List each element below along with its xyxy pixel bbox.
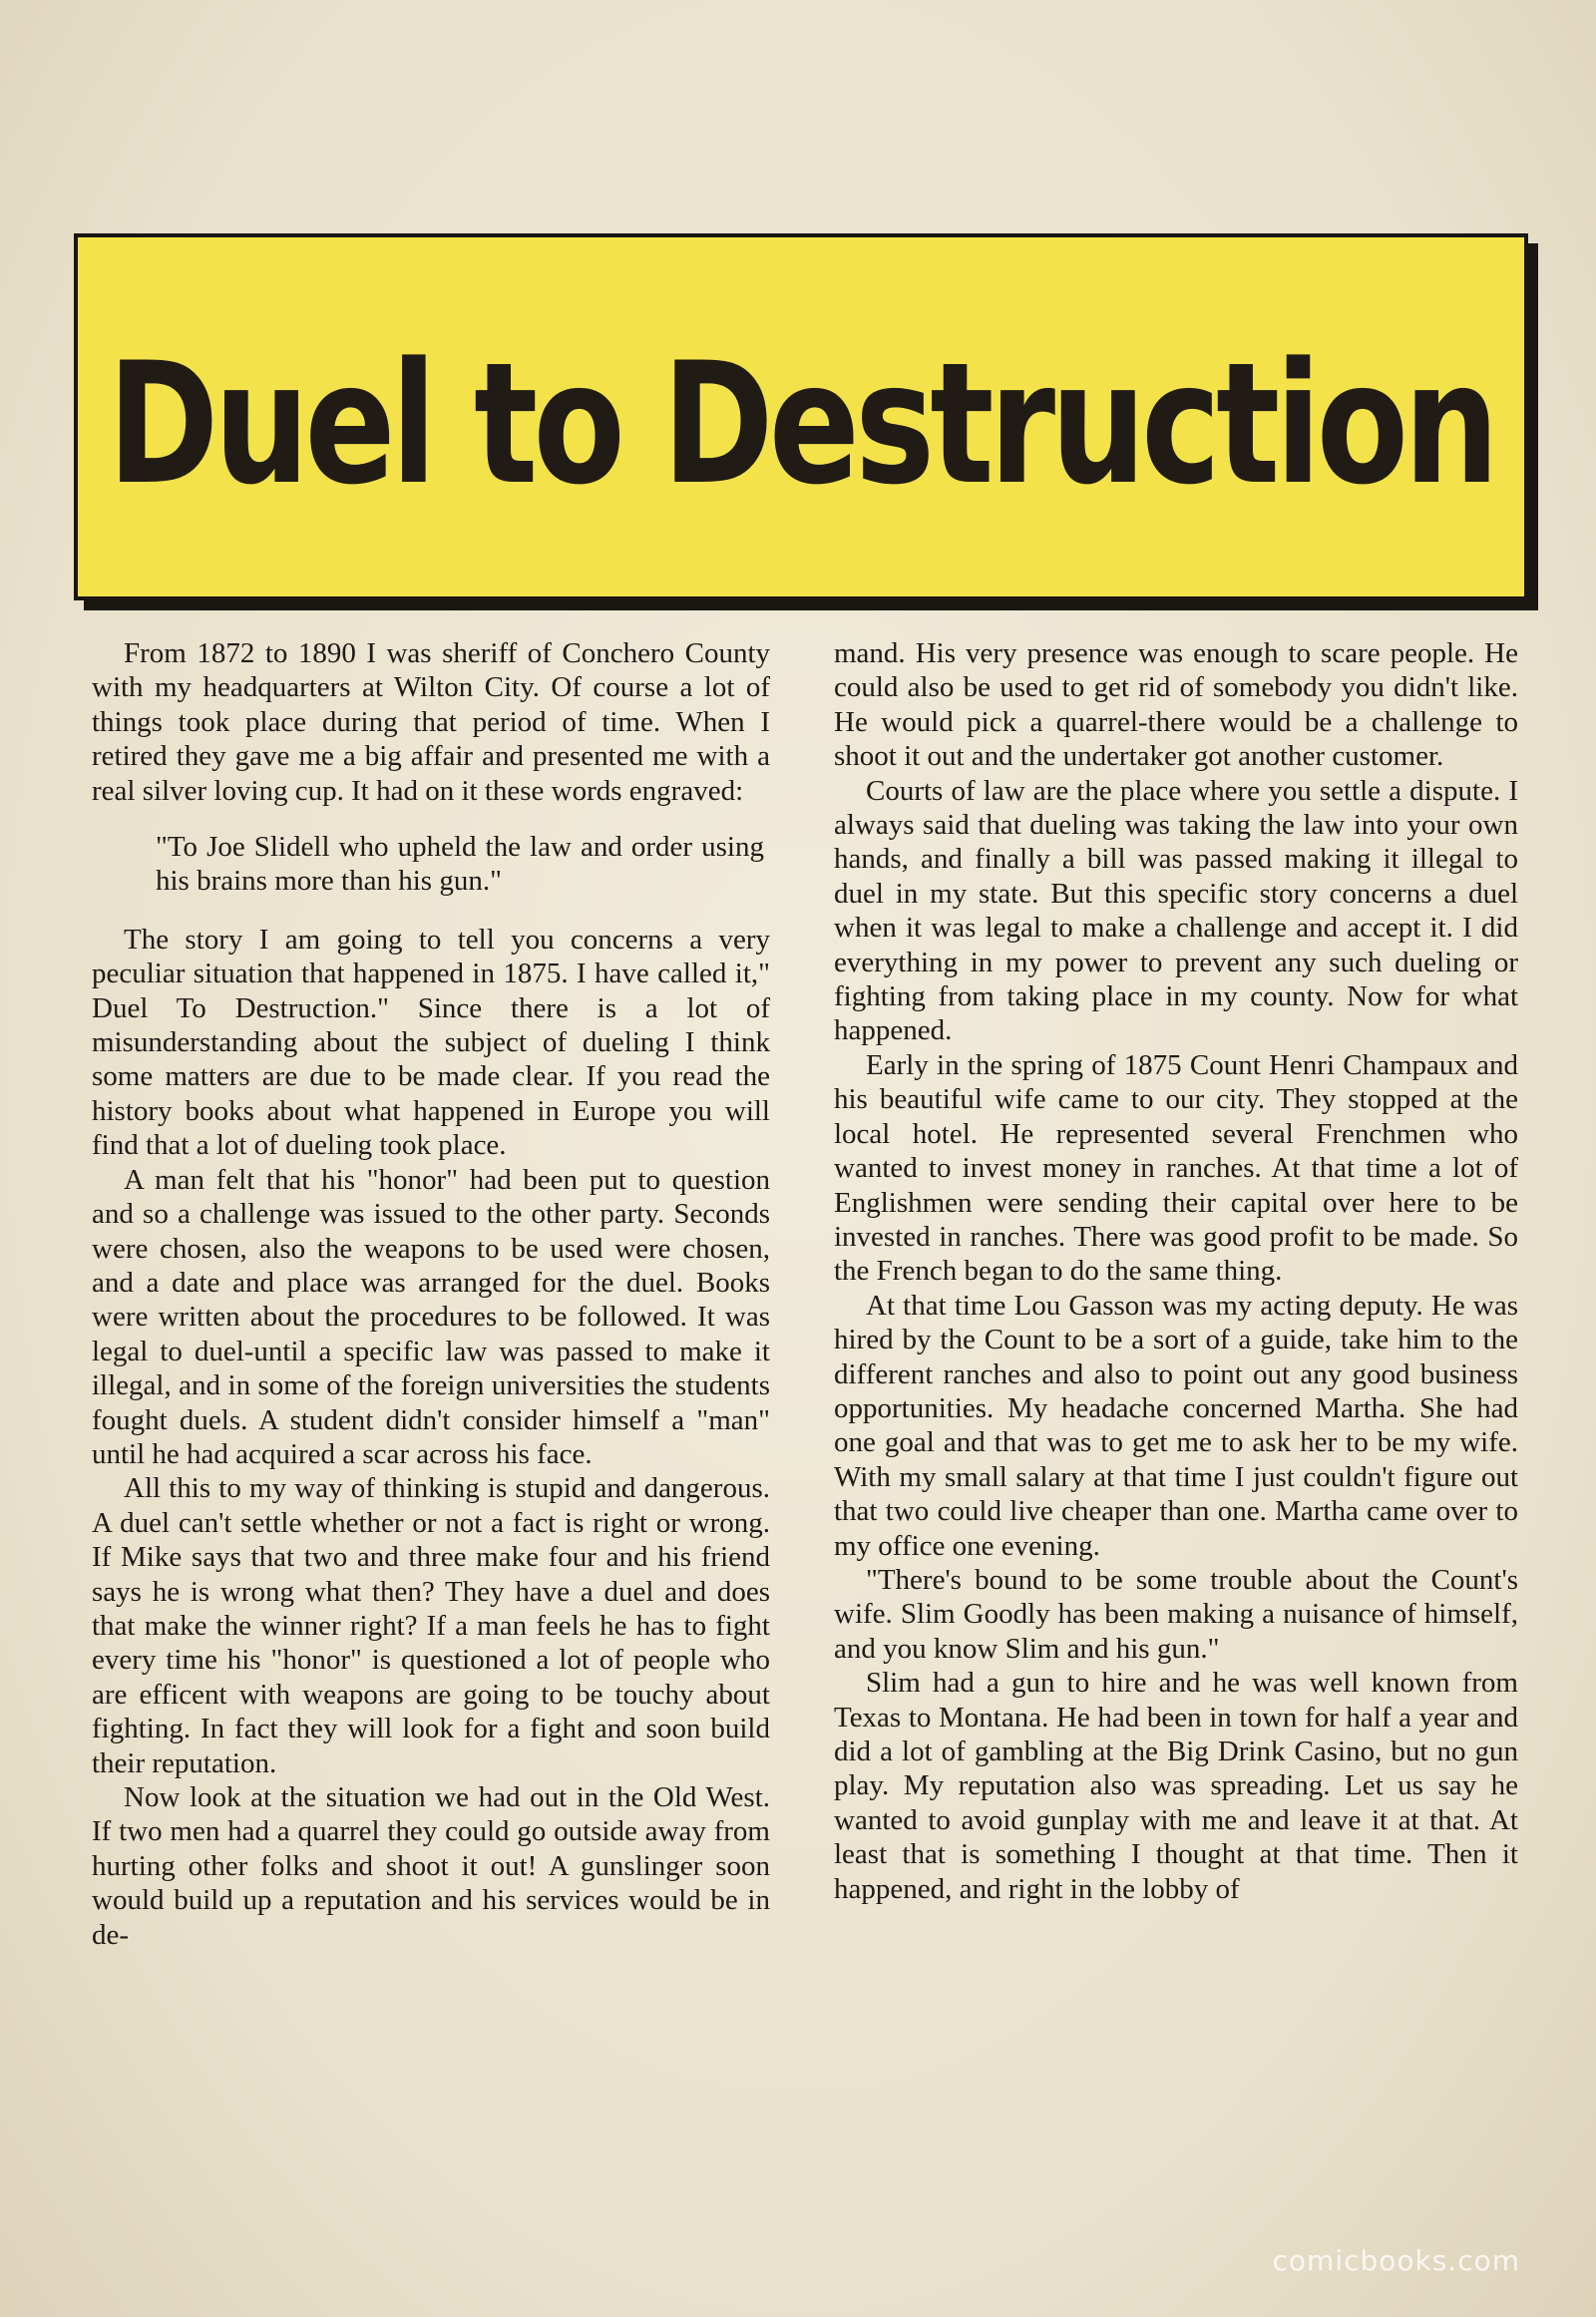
engraved-quote: "To Joe Slidell who upheld the law and order using his brains more than his gun." — [156, 831, 764, 898]
right-column — [834, 636, 1518, 1906]
paragraph: From 1872 to 1890 I was sheriff of Conchero County with my headquarters at Wilton City. Of course a lot of things took place during that period of time. When I retired they gave me a big affair and presented me with a real silver loving cup. It had on it these words engraved: — [92, 637, 770, 807]
paragraph: A man felt that his "honor" had been put to question and so a challenge was issued to the other party. Seconds were chosen, also the weapons to be used were chosen, and a date and place was arranged for the duel. Books were written about the procedures to be followed. It was legal to duel-until a specific law was passed to make it illegal, and in some of the foreign universities the students fought duels. A student didn't consider himself a "man" until he had acquired a scar across his face. — [92, 1163, 770, 1470]
title-banner — [74, 233, 1528, 600]
paragraph: "There's bound to be some trouble about the Count's wife. Slim Goodly has been making a nuisance of himself, and you know Slim and his gun." — [834, 1563, 1518, 1665]
paragraph: Now look at the situation we had out in the Old West. If two men had a quarrel they could go outside away from hurting other folks and shoot it out! A gunslinger soon would build up a reputation and his services would be in de- — [92, 1781, 770, 1951]
paragraph: At that time Lou Gasson was my acting deputy. He was hired by the Count to be a sort of a guide, take him to the different ranches and also to point out any good business opportunities. My headache concerned Martha. She had one goal and that was to get me to ask her to be my wife. With my small salary at that time I just couldn't figure out that two could live cheaper than one. Martha came over to my office one evening. — [834, 1289, 1518, 1562]
paragraph: Courts of law are the place where you settle a dispute. I always said that dueling was taking the law into your own hands, and finally a bill was passed making it illegal to duel in my state. But this specific story concerns a duel when it was legal to make a challenge and accept it. I did everything in my power to prevent any such dueling or fighting from taking place in my county. Now for what happened. — [834, 774, 1518, 1047]
paragraph: mand. His very presence was enough to scare people. He could also be used to get rid of somebody you didn't like. He would pick a quarrel-there would be a challenge to shoot it out and the undertaker got another customer. — [834, 637, 1518, 773]
paragraph: All this to my way of thinking is stupid and dangerous. A duel can't settle whether or not a fact is right or wrong. If Mike says that two and three make four and his friend says he is wrong what then? They have a duel and does that make the winner right? If a man feels he has to fight every time his "honor" is questioned a lot of people who are efficent with weapons are going to be touchy about fighting. In fact they will look for a fight and soon build their reputation. — [92, 1472, 770, 1779]
story-title: Duel to Destruction — [107, 326, 1495, 522]
left-column — [92, 636, 770, 1952]
site-watermark: comicbooks.com — [1272, 2244, 1520, 2277]
paragraph: Early in the spring of 1875 Count Henri Champaux and his beautiful wife came to our city. They stopped at the local hotel. He represented several Frenchmen who wanted to invest money in ranches. At that time a lot of Englishmen were sending their capital over here to be invested in ranches. There was good profit to be made. So the French began to do the same thing. — [834, 1048, 1518, 1288]
paragraph: Slim had a gun to hire and he was well known from Texas to Montana. He had been in town for half a year and did a lot of gambling at the Big Drink Casino, but no gun play. My reputation also was spreading. Let us say he wanted to avoid gunplay with me and leave it at that. At least that is something I thought at that time. Then it happened, and right in the lobby of — [834, 1667, 1518, 1905]
paragraph: The story I am going to tell you concerns a very peculiar situation that happened in 1875. I have called it," Duel To Destruction." Since there is a lot of misunderstanding about the subject of dueling I think some matters are due to be made clear. If you read the history books about what happened in Europe you will find that a lot of dueling took place. — [92, 923, 770, 1162]
